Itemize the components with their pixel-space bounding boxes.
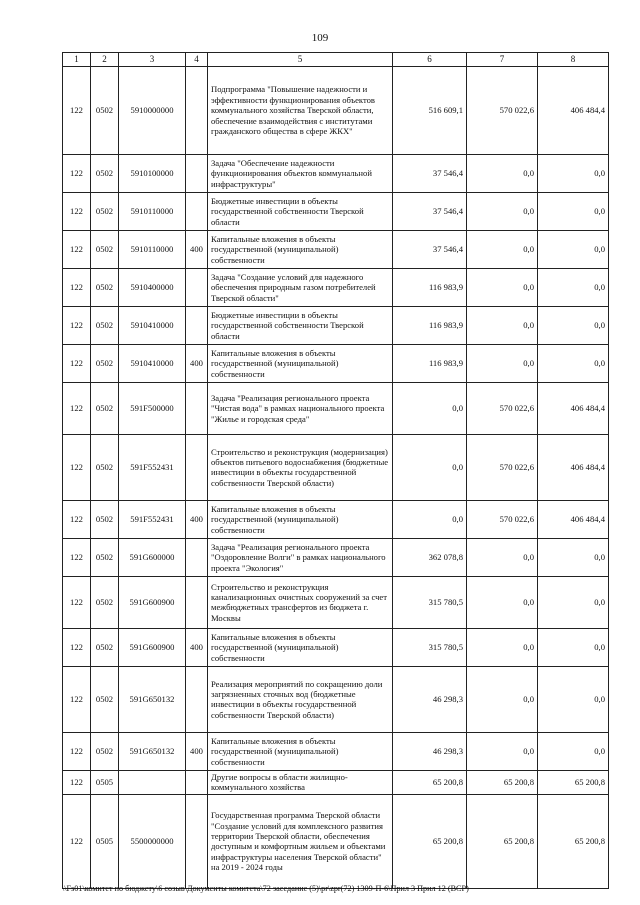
table-row	[63, 770, 609, 794]
expense-type-cell	[186, 538, 208, 576]
description-cell: Задача "Обеспечение надежности функционирования объектов коммунальной инфраструктуры"	[208, 154, 393, 192]
chapter-code-cell: 122	[63, 434, 91, 500]
table-row	[63, 192, 609, 230]
description-cell: Бюджетные инвестиции в объекты государственной собственности Тверской области	[208, 192, 393, 230]
target-article-cell: 5500000000	[119, 794, 186, 888]
amount-cell-col8: 0,0	[538, 192, 609, 230]
target-article-cell: 591G600900	[119, 576, 186, 628]
description-cell: Реализация мероприятий по сокращению доли загрязненных сточных вод (бюджетные инвестиции в объекты государственной собственности Тверской области)	[208, 666, 393, 732]
column-number-row	[63, 53, 609, 67]
target-article-cell: 5910410000	[119, 306, 186, 344]
target-article-cell: 591G600000	[119, 538, 186, 576]
chapter-code-cell: 122	[63, 500, 91, 538]
expense-type-cell	[186, 666, 208, 732]
amount-cell-col7: 0,0	[467, 230, 538, 268]
amount-cell-col6: 65 200,8	[393, 794, 467, 888]
column-header: 5	[208, 53, 393, 67]
amount-cell-col6: 37 546,4	[393, 230, 467, 268]
table-body	[63, 66, 609, 888]
chapter-code-cell: 122	[63, 192, 91, 230]
target-article-cell: 5910000000	[119, 66, 186, 154]
table-row	[63, 500, 609, 538]
amount-cell-col7: 65 200,8	[467, 770, 538, 794]
expense-type-cell	[186, 306, 208, 344]
description-cell: Бюджетные инвестиции в объекты государственной собственности Тверской области	[208, 306, 393, 344]
amount-cell-col8: 0,0	[538, 268, 609, 306]
amount-cell-col6: 516 609,1	[393, 66, 467, 154]
amount-cell-col8: 0,0	[538, 306, 609, 344]
section-code-cell: 0502	[91, 434, 119, 500]
amount-cell-col6: 46 298,3	[393, 732, 467, 770]
amount-cell-col6: 116 983,9	[393, 306, 467, 344]
section-code-cell: 0502	[91, 666, 119, 732]
table-row	[63, 268, 609, 306]
chapter-code-cell: 122	[63, 538, 91, 576]
amount-cell-col6: 37 546,4	[393, 154, 467, 192]
amount-cell-col7: 570 022,6	[467, 382, 538, 434]
column-header: 8	[538, 53, 609, 67]
column-header: 3	[119, 53, 186, 67]
amount-cell-col6: 116 983,9	[393, 268, 467, 306]
table-row	[63, 794, 609, 888]
section-code-cell: 0502	[91, 192, 119, 230]
table-row	[63, 66, 609, 154]
section-code-cell: 0502	[91, 538, 119, 576]
amount-cell-col6: 37 546,4	[393, 192, 467, 230]
amount-cell-col8: 0,0	[538, 576, 609, 628]
table-row	[63, 154, 609, 192]
expense-type-cell	[186, 154, 208, 192]
column-header: 4	[186, 53, 208, 67]
section-code-cell: 0502	[91, 268, 119, 306]
chapter-code-cell: 122	[63, 268, 91, 306]
amount-cell-col7: 0,0	[467, 306, 538, 344]
section-code-cell: 0502	[91, 382, 119, 434]
target-article-cell: 591F552431	[119, 500, 186, 538]
target-article-cell: 5910100000	[119, 154, 186, 192]
amount-cell-col6: 46 298,3	[393, 666, 467, 732]
footer-file-path: \\Fs01\комитет по бюджету\6 созыв\Документы комитета\72 заседание (5)\pr\zpr(72) 1309-П-6\Прил 3 Прил 12 (ВСР)	[62, 884, 469, 893]
table-row	[63, 628, 609, 666]
amount-cell-col7: 65 200,8	[467, 794, 538, 888]
amount-cell-col8: 0,0	[538, 666, 609, 732]
description-cell: Государственная программа Тверской области "Создание условий для комплексного развития территории Тверской области, обеспечения доступным и комфортным жильем и объектами инфраструктуры населения Тверской области" на 2019 - 2024 годы	[208, 794, 393, 888]
amount-cell-col7: 0,0	[467, 268, 538, 306]
amount-cell-col7: 0,0	[467, 192, 538, 230]
target-article-cell: 591G650132	[119, 732, 186, 770]
chapter-code-cell: 122	[63, 306, 91, 344]
amount-cell-col7: 0,0	[467, 538, 538, 576]
target-article-cell: 5910400000	[119, 268, 186, 306]
amount-cell-col6: 0,0	[393, 500, 467, 538]
amount-cell-col8: 65 200,8	[538, 794, 609, 888]
table-row	[63, 434, 609, 500]
section-code-cell: 0505	[91, 794, 119, 888]
chapter-code-cell: 122	[63, 770, 91, 794]
chapter-code-cell: 122	[63, 66, 91, 154]
table-row	[63, 230, 609, 268]
amount-cell-col8: 0,0	[538, 344, 609, 382]
amount-cell-col8: 406 484,4	[538, 66, 609, 154]
section-code-cell: 0502	[91, 628, 119, 666]
amount-cell-col7: 0,0	[467, 732, 538, 770]
amount-cell-col6: 315 780,5	[393, 576, 467, 628]
amount-cell-col6: 315 780,5	[393, 628, 467, 666]
budget-table	[62, 52, 609, 889]
target-article-cell: 591F552431	[119, 434, 186, 500]
chapter-code-cell: 122	[63, 732, 91, 770]
table-row	[63, 732, 609, 770]
amount-cell-col8: 0,0	[538, 154, 609, 192]
amount-cell-col6: 65 200,8	[393, 770, 467, 794]
column-header: 2	[91, 53, 119, 67]
chapter-code-cell: 122	[63, 628, 91, 666]
description-cell: Другие вопросы в области жилищно-коммунального хозяйства	[208, 770, 393, 794]
expense-type-cell: 400	[186, 732, 208, 770]
table-row	[63, 666, 609, 732]
amount-cell-col7: 570 022,6	[467, 66, 538, 154]
amount-cell-col8: 0,0	[538, 230, 609, 268]
expense-type-cell	[186, 382, 208, 434]
amount-cell-col7: 0,0	[467, 576, 538, 628]
target-article-cell: 591G650132	[119, 666, 186, 732]
amount-cell-col7: 0,0	[467, 628, 538, 666]
amount-cell-col6: 0,0	[393, 434, 467, 500]
amount-cell-col7: 570 022,6	[467, 500, 538, 538]
target-article-cell: 5910110000	[119, 192, 186, 230]
amount-cell-col8: 0,0	[538, 628, 609, 666]
expense-type-cell	[186, 268, 208, 306]
section-code-cell: 0502	[91, 306, 119, 344]
amount-cell-col7: 0,0	[467, 154, 538, 192]
section-code-cell: 0502	[91, 230, 119, 268]
chapter-code-cell: 122	[63, 576, 91, 628]
amount-cell-col7: 0,0	[467, 666, 538, 732]
amount-cell-col8: 65 200,8	[538, 770, 609, 794]
chapter-code-cell: 122	[63, 230, 91, 268]
description-cell: Капитальные вложения в объекты государственной (муниципальной) собственности	[208, 230, 393, 268]
description-cell: Задача "Реализация регионального проекта "Чистая вода" в рамках национального проекта "Жилье и городская среда"	[208, 382, 393, 434]
section-code-cell: 0505	[91, 770, 119, 794]
table-row	[63, 344, 609, 382]
chapter-code-cell: 122	[63, 666, 91, 732]
expense-type-cell	[186, 192, 208, 230]
amount-cell-col7: 0,0	[467, 344, 538, 382]
chapter-code-cell: 122	[63, 154, 91, 192]
description-cell: Задача "Создание условий для надежного обеспечения природным газом потребителей Тверской области"	[208, 268, 393, 306]
table-row	[63, 576, 609, 628]
description-cell: Задача "Реализация регионального проекта "Оздоровление Волги" в рамках национального проекта "Экология"	[208, 538, 393, 576]
target-article-cell: 591G600900	[119, 628, 186, 666]
expense-type-cell: 400	[186, 344, 208, 382]
description-cell: Капитальные вложения в объекты государственной (муниципальной) собственности	[208, 344, 393, 382]
section-code-cell: 0502	[91, 576, 119, 628]
amount-cell-col8: 406 484,4	[538, 434, 609, 500]
chapter-code-cell: 122	[63, 344, 91, 382]
target-article-cell: 591F500000	[119, 382, 186, 434]
amount-cell-col6: 0,0	[393, 382, 467, 434]
description-cell: Капитальные вложения в объекты государственной (муниципальной) собственности	[208, 628, 393, 666]
table-row	[63, 382, 609, 434]
chapter-code-cell: 122	[63, 794, 91, 888]
expense-type-cell: 400	[186, 500, 208, 538]
amount-cell-col6: 362 078,8	[393, 538, 467, 576]
table-row	[63, 306, 609, 344]
amount-cell-col8: 406 484,4	[538, 500, 609, 538]
description-cell: Строительство и реконструкция (модернизация) объектов питьевого водоснабжения (бюджетные инвестиции в объекты государственной собственности Тверской области)	[208, 434, 393, 500]
section-code-cell: 0502	[91, 500, 119, 538]
section-code-cell: 0502	[91, 732, 119, 770]
description-cell: Капитальные вложения в объекты государственной (муниципальной) собственности	[208, 500, 393, 538]
column-header: 1	[63, 53, 91, 67]
description-cell: Строительство и реконструкция канализационных очистных сооружений за счет межбюджетных трансфертов из бюджета г. Москвы	[208, 576, 393, 628]
section-code-cell: 0502	[91, 154, 119, 192]
amount-cell-col6: 116 983,9	[393, 344, 467, 382]
amount-cell-col8: 406 484,4	[538, 382, 609, 434]
amount-cell-col7: 570 022,6	[467, 434, 538, 500]
target-article-cell: 5910110000	[119, 230, 186, 268]
expense-type-cell: 400	[186, 230, 208, 268]
expense-type-cell	[186, 770, 208, 794]
page-number: 109	[311, 32, 329, 44]
expense-type-cell	[186, 66, 208, 154]
section-code-cell: 0502	[91, 344, 119, 382]
expense-type-cell	[186, 434, 208, 500]
column-header: 6	[393, 53, 467, 67]
description-cell: Подпрограмма "Повышение надежности и эффективности функционирования объектов коммунального хозяйства Тверской области, обеспечение взаимодействия с институтами гражданского общества в сфере ЖКХ"	[208, 66, 393, 154]
column-header: 7	[467, 53, 538, 67]
expense-type-cell	[186, 794, 208, 888]
table-row	[63, 538, 609, 576]
chapter-code-cell: 122	[63, 382, 91, 434]
target-article-cell: 5910410000	[119, 344, 186, 382]
section-code-cell: 0502	[91, 66, 119, 154]
amount-cell-col8: 0,0	[538, 732, 609, 770]
target-article-cell	[119, 770, 186, 794]
amount-cell-col8: 0,0	[538, 538, 609, 576]
expense-type-cell: 400	[186, 628, 208, 666]
expense-type-cell	[186, 576, 208, 628]
description-cell: Капитальные вложения в объекты государственной (муниципальной) собственности	[208, 732, 393, 770]
